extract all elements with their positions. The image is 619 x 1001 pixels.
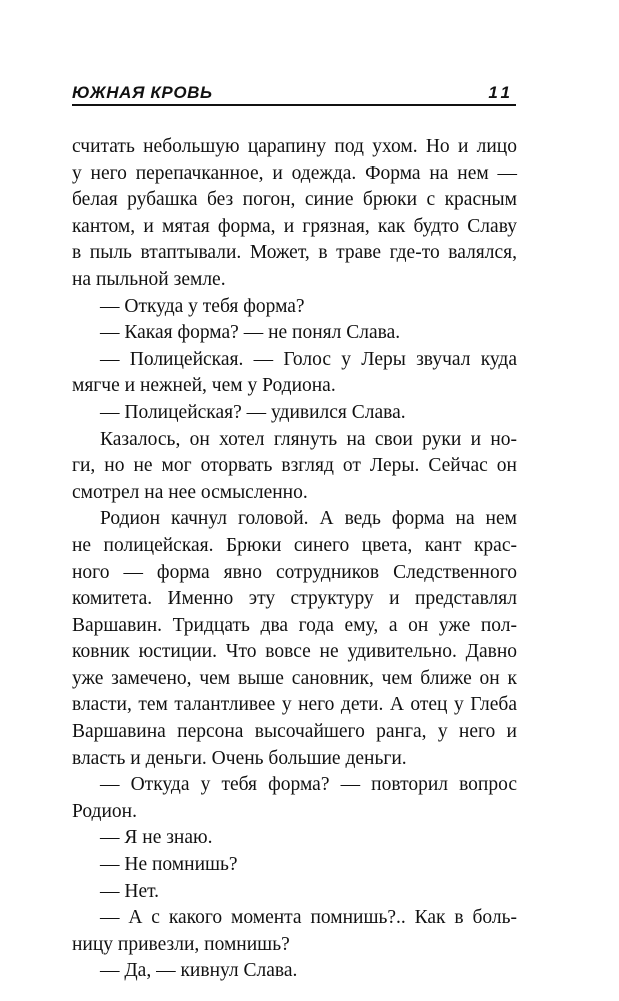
text-line: в пыль втаптывали. Может, в траве где-то валялся, — [72, 242, 517, 264]
header-rule — [72, 104, 516, 106]
text-line: — Да, — кивнул Слава. — [100, 960, 298, 982]
text-line: у него перепачканное, и одежда. Форма на нем — — [72, 162, 517, 184]
page-number: 11 — [488, 83, 514, 102]
body-text — [72, 134, 517, 985]
text-line: — Полицейская. — Голос у Леры звучал куда — [100, 348, 517, 370]
text-line: — Откуда у тебя форма? — [100, 295, 305, 317]
text-line: кантом, и мятая форма, и грязная, как будто Славу — [72, 215, 517, 237]
text-line: — Какая форма? — не понял Слава. — [100, 322, 401, 344]
text-line: не полицейская. Брюки синего цвета, кант крас- — [72, 534, 517, 556]
text-line: — Я не знаю. — [100, 827, 213, 849]
text-line: считать небольшую царапину под ухом. Но и лицо — [72, 136, 517, 157]
text-line: мягче и нежней, чем у Родиона. — [72, 375, 336, 397]
text-line: — А с какого момента помнишь?.. Как в боль- — [100, 907, 517, 929]
text-line: Варшавина персона высочайшего ранга, у него и — [72, 721, 517, 743]
text-line: ницу привезли, помнишь? — [72, 933, 290, 955]
text-line: Варшавин. Тридцать два года ему, а он уже пол- — [72, 614, 517, 636]
running-title: ЮЖНАЯ КРОВЬ — [72, 83, 213, 102]
text-line: Родион качнул головой. А ведь форма на нем — [100, 508, 517, 530]
text-line: — Нет. — [100, 880, 160, 902]
text-line: смотрел на нее осмысленно. — [72, 481, 308, 503]
text-line: — Не помнишь? — [100, 854, 238, 876]
text-line: на пыльной земле. — [72, 268, 226, 290]
text-line: ковник юстиции. Что вовсе не удивительно. Давно — [72, 641, 517, 663]
text-line: белая рубашка без погон, синие брюки с красным — [72, 189, 517, 211]
text-line: — Откуда у тебя форма? — повторил вопрос — [100, 774, 517, 796]
text-line: власти, тем талантливее у него дети. А отец у Глеба — [72, 694, 517, 716]
text-line: ного — форма явно сотрудников Следственного — [72, 561, 517, 583]
page-header — [72, 83, 516, 107]
text-line: Казалось, он хотел глянуть на свои руки и но- — [100, 428, 517, 450]
text-line: ги, но не мог оторвать взгляд от Леры. Сейчас он — [72, 455, 517, 477]
text-line: уже замечено, чем выше сановник, чем ближе он к — [72, 667, 517, 689]
text-line: Родион. — [72, 800, 137, 822]
text-line: власть и деньги. Очень большие деньги. — [72, 747, 407, 769]
text-line: — Полицейская? — удивился Слава. — [100, 401, 406, 423]
text-line: комитета. Именно эту структуру и представлял — [72, 588, 517, 610]
